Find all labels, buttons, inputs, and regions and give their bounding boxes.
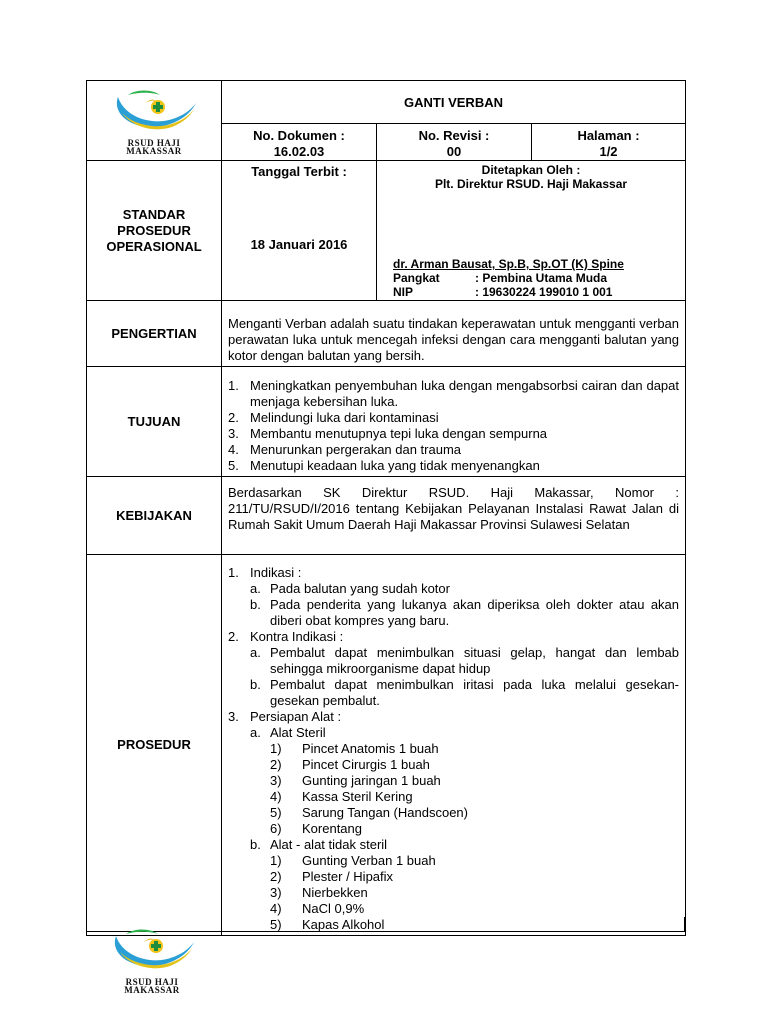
tujuan-item [228,426,679,442]
document-number-label: No. Dokumen : [253,128,345,143]
rank-row [393,271,607,285]
prosedur-tool-item-text: Kassa Steril Kering [302,789,413,804]
kebijakan-text: Berdasarkan SK Direktur RSUD. Haji Makassar, Nomor : 211/TU/RSUD/I/2016 tentang Kebijakan Pelayanan Instalasi Rawat Jalan di Rumah Sakit Umum Daerah Haji Makassar Provinsi Sulawesi Selatan [222,477,686,555]
prosedur-section-number: 3. [228,709,239,724]
prosedur-tool-item-text: Kapas Alkohol [302,917,385,932]
tujuan-item-text: Melindungi luka dari kontaminasi [250,410,439,425]
prosedur-group-number: b. [250,837,261,852]
prosedur-group-text: Alat Steril [270,725,326,740]
prosedur-section [228,709,679,725]
tujuan-item-number: 3. [228,426,239,441]
tujuan-item [228,442,679,458]
prosedur-section-number: 2. [228,629,239,644]
prosedur-tool-item-number: 1) [270,741,282,756]
prosedur-tool-item [228,805,679,821]
prosedur-tool-item-number: 2) [270,757,282,772]
prosedur-tool-item [228,901,679,917]
prosedur-subitem-text: Pada penderita yang lukanya akan diperiksa oleh dokter atau akan diberi obat kompres yang baru. [270,597,680,628]
document-title: GANTI VERBAN [222,81,686,124]
tujuan-item [228,458,679,474]
prosedur-tool-item-number: 4) [270,789,282,804]
sop-table [86,80,686,936]
prosedur-subitem-number: b. [250,597,261,612]
prosedur-tool-item-text: Pincet Cirurgis 1 buah [302,757,430,772]
prosedur-tool-item [228,757,679,773]
footer-logo-text-line2: MAKASSAR [124,985,180,995]
prosedur-subitem [228,597,679,629]
rank-label: Pangkat [393,271,440,285]
prosedur-subitem [228,581,679,597]
prosedur-tool-item-text: Korentang [302,821,362,836]
nip-label: NIP [393,285,414,299]
pengertian-text: Menganti Verban adalah suatu tindakan keperawatan untuk mengganti verban perawatan luka untuk mencegah infeksi dengan cara mengganti balutan yang kotor dengan balutan yang bersih. [222,301,686,367]
prosedur-tool-item-text: Gunting jaringan 1 buah [302,773,441,788]
prosedur-list [228,565,679,933]
approved-by-label: Ditetapkan Oleh : [481,163,581,177]
page-label: Halaman : [577,128,640,143]
prosedur-tool-item [228,885,679,901]
document-number-cell [222,124,377,161]
prosedur-subitem [228,645,679,677]
sop-label-cell [87,161,222,301]
approval-cell [377,161,686,301]
prosedur-group-text: Alat - alat tidak steril [270,837,388,852]
issue-date-label: Tanggal Terbit : [251,164,347,179]
prosedur-section-text: Indikasi : [250,565,302,580]
prosedur-tool-item-number: 3) [270,885,282,900]
pengertian-label: PENGERTIAN [87,301,222,367]
prosedur-subitem-text: Pembalut dapat menimbulkan situasi gelap, hangat dan lembab sehingga mikroorganisme dapat hidup [270,645,680,676]
logo-text-line2: MAKASSAR [126,145,182,156]
rank-value: : Pembina Utama Muda [475,271,608,285]
prosedur-section [228,565,679,581]
prosedur-section [228,629,679,645]
prosedur-tool-item-number: 5) [270,805,282,820]
kebijakan-label: KEBIJAKAN [87,477,222,555]
prosedur-tool-item-text: Nierbekken [302,885,368,900]
document-number-value: 16.02.03 [273,144,325,159]
prosedur-group-number: a. [250,725,261,740]
sop-label-line1: STANDAR [122,206,186,222]
prosedur-tool-item [228,773,679,789]
issue-date-cell [222,161,377,301]
prosedur-tool-item [228,789,679,805]
prosedur-subitem-number: a. [250,645,261,660]
tujuan-item [228,410,679,426]
nip-row [393,285,612,299]
nip-value: : 19630224 199010 1 001 [475,285,613,299]
tujuan-item-text: Membantu menutupnya tepi luka dengan sempurna [250,426,548,441]
prosedur-tool-item-text: Sarung Tangan (Handscoen) [302,805,468,820]
tujuan-item-text: Meningkatkan penyembuhan luka dengan mengabsorbsi cairan dan dapat menjaga kebersihan luka. [250,378,680,409]
logo-text-line1: RSUD HAJI [127,137,181,148]
prosedur-tool-item-text: Plester / Hipafix [302,869,394,884]
revision-cell [377,124,532,161]
prosedur-group [228,837,679,853]
prosedur-subitem-text: Pembalut dapat menimbulkan iritasi pada luka melalui gesekan-gesekan pembalut. [270,677,680,708]
tujuan-item-number: 1. [228,378,239,393]
sop-label-line2: PROSEDUR [117,222,191,238]
prosedur-tool-item-number: 3) [270,773,282,788]
prosedur-section-text: Kontra Indikasi : [250,629,344,644]
footer-logo [104,926,200,994]
issue-date-value: 18 Januari 2016 [250,237,348,252]
tujuan-list [228,378,679,474]
hospital-logo [87,81,222,161]
prosedur-tool-item [228,853,679,869]
rsud-logo-icon [104,926,200,978]
prosedur-section-number: 1. [228,565,239,580]
prosedur-tool-item [228,741,679,757]
sop-label-line3: OPERASIONAL [106,238,202,254]
prosedur-tool-item [228,821,679,837]
signatory-name: dr. Arman Bausat, Sp.B, Sp.OT (K) Spine [393,257,624,271]
tujuan-item-number: 2. [228,410,239,425]
prosedur-tool-item-number: 4) [270,901,282,916]
prosedur-tool-item-number: 6) [270,821,282,836]
tujuan-item-text: Menutupi keadaan luka yang tidak menyenangkan [250,458,540,473]
tujuan-label: TUJUAN [87,367,222,477]
approved-by-title: Plt. Direktur RSUD. Haji Makassar [434,177,628,191]
bottom-divider [221,917,222,931]
prosedur-tool-item-number: 2) [270,869,282,884]
prosedur-subitem [228,677,679,709]
prosedur-subitem-text: Pada balutan yang sudah kotor [270,581,450,596]
prosedur-tool-item [228,869,679,885]
prosedur-tool-item-number: 5) [270,917,282,932]
tujuan-item [228,378,679,410]
prosedur-content [222,555,686,936]
tujuan-content [222,367,686,477]
rsud-logo-icon [106,87,202,139]
prosedur-subitem-number: a. [250,581,261,596]
prosedur-tool-item-number: 1) [270,853,282,868]
prosedur-subitem-number: b. [250,677,261,692]
page-cell [532,124,686,161]
revision-label: No. Revisi : [418,128,490,143]
prosedur-label: PROSEDUR [87,555,222,936]
page-value: 1/2 [599,144,618,159]
prosedur-group [228,725,679,741]
prosedur-tool-item-text: Gunting Verban 1 buah [302,853,436,868]
tujuan-item-number: 4. [228,442,239,457]
prosedur-section-text: Persiapan Alat : [250,709,342,724]
footer-logo-text-line1: RSUD HAJI [125,977,179,987]
prosedur-tool-item-text: NaCl 0,9% [302,901,365,916]
tujuan-item-number: 5. [228,458,239,473]
revision-value: 00 [446,144,462,159]
prosedur-tool-item-text: Pincet Anatomis 1 buah [302,741,439,756]
tujuan-item-text: Menurunkan pergerakan dan trauma [250,442,462,457]
